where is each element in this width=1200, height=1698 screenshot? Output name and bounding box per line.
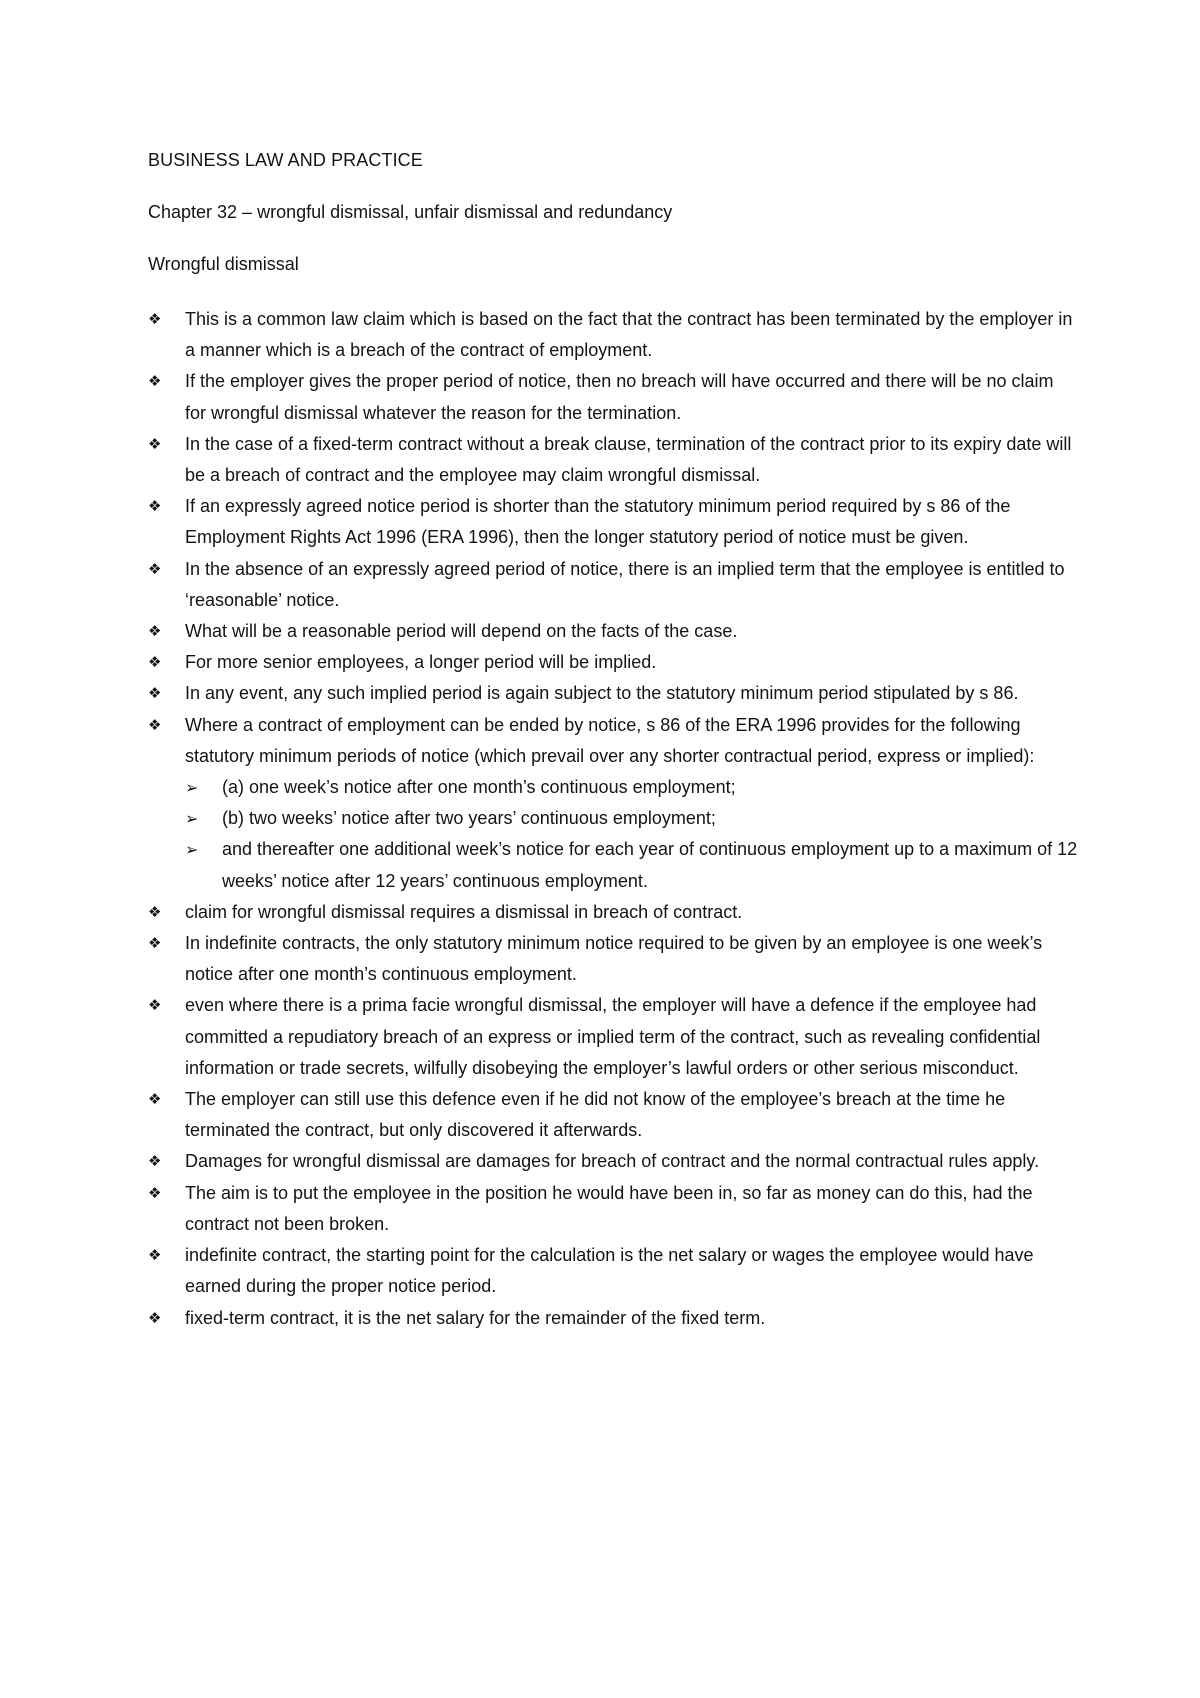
list-item	[148, 710, 1078, 897]
sub-list-item-text: (a) one week’s notice after one month’s continuous employment;	[222, 777, 736, 798]
list-item	[148, 304, 1078, 366]
sub-bullet-list	[185, 772, 1078, 897]
list-item-text: What will be a reasonable period will depend on the facts of the case.	[185, 621, 738, 642]
list-item-text: In the case of a fixed-term contract without a break clause, termination of the contract prior to its expiry date will be a breach of contract and the employee may claim wrongful dismissal.	[185, 433, 1072, 486]
list-item-text: This is a common law claim which is based on the fact that the contract has been terminated by the employer in a manner which is a breach of the contract of employment.	[185, 309, 1073, 361]
four-diamond-bullet-icon: ❖	[148, 1152, 162, 1171]
list-item	[148, 897, 1078, 928]
four-diamond-bullet-icon: ❖	[148, 1246, 162, 1265]
four-diamond-bullet-icon: ❖	[148, 653, 162, 672]
list-item-text: If the employer gives the proper period of notice, then no breach will have occurred and there will be no claim for wrongful dismissal whatever the reason for the termination.	[185, 371, 1054, 423]
list-item	[148, 647, 1078, 678]
sub-list-item-text: and thereafter one additional week’s notice for each year of continuous employment up to a maximum of 12 weeks’ notice after 12 years’ continuous employment.	[222, 839, 1078, 891]
four-diamond-bullet-icon: ❖	[148, 372, 162, 391]
list-item	[148, 678, 1078, 709]
list-item	[148, 616, 1078, 647]
four-diamond-bullet-icon: ❖	[148, 497, 162, 516]
list-item	[148, 1303, 1078, 1334]
four-diamond-bullet-icon: ❖	[148, 1183, 162, 1202]
list-item-text: For more senior employees, a longer period will be implied.	[185, 652, 657, 673]
list-item	[148, 366, 1078, 428]
four-diamond-bullet-icon: ❖	[148, 996, 162, 1015]
list-item-text: The employer can still use this defence even if he did not know of the employee’s breach at the time he terminated the contract, but only discovered it afterwards.	[185, 1089, 1006, 1141]
bullet-list	[148, 304, 1078, 1334]
list-item-text: Where a contract of employment can be ended by notice, s 86 of the ERA 1996 provides for the following statutory minimum periods of notice (which prevail over any shorter contractual period, express or implied):	[185, 714, 1035, 766]
list-item-text: If an expressly agreed notice period is shorter than the statutory minimum period required by s 86 of the Employment Rights Act 1996 (ERA 1996), then the longer statutory period of notice must be given.	[185, 496, 1011, 548]
list-item-text: even where there is a prima facie wrongful dismissal, the employer will have a defence if the employee had committed a repudiatory breach of an express or implied term of the contract, such as revealing confidential information or trade secrets, wilfully disobeying the employer’s lawful orders or other serious misconduct.	[185, 995, 1041, 1078]
sub-list-item	[185, 803, 1078, 834]
four-diamond-bullet-icon: ❖	[148, 934, 162, 953]
list-item	[148, 429, 1078, 491]
list-item	[148, 1146, 1078, 1177]
four-diamond-bullet-icon: ❖	[148, 715, 162, 734]
four-diamond-bullet-icon: ❖	[148, 559, 162, 578]
list-item	[148, 990, 1078, 1084]
list-item-text: The aim is to put the employee in the position he would have been in, so far as money can do this, had the contract not been broken.	[185, 1182, 1033, 1234]
list-item-text: In any event, any such implied period is again subject to the statutory minimum period stipulated by s 86.	[185, 683, 1019, 704]
section-heading: Wrongful dismissal	[148, 254, 299, 274]
list-item	[148, 1084, 1078, 1146]
four-diamond-bullet-icon: ❖	[148, 622, 162, 641]
list-item-text: claim for wrongful dismissal requires a dismissal in breach of contract.	[185, 901, 743, 922]
four-diamond-bullet-icon: ❖	[148, 434, 162, 453]
list-item-text: indefinite contract, the starting point for the calculation is the net salary or wages the employee would have earned during the proper notice period.	[185, 1245, 1034, 1297]
list-item-text: In the absence of an expressly agreed period of notice, there is an implied term that the employee is entitled to ‘reasonable’ notice.	[185, 558, 1065, 610]
sub-list-item-text: (b) two weeks’ notice after two years’ continuous employment;	[222, 808, 716, 829]
list-item-text: Damages for wrongful dismissal are damages for breach of contract and the normal contractual rules apply.	[185, 1151, 1040, 1172]
arrow-bullet-icon: ➢	[185, 809, 199, 829]
list-item	[148, 554, 1078, 616]
list-item	[148, 1240, 1078, 1302]
list-item	[148, 928, 1078, 990]
arrow-bullet-icon: ➢	[185, 778, 199, 798]
four-diamond-bullet-icon: ❖	[148, 1090, 162, 1109]
list-item	[148, 491, 1078, 553]
list-item	[148, 1178, 1078, 1240]
four-diamond-bullet-icon: ❖	[148, 310, 162, 328]
list-item-text: In indefinite contracts, the only statutory minimum notice required to be given by an employee is one week’s notice after one month’s continuous employment.	[185, 933, 1043, 985]
chapter-heading: Chapter 32 – wrongful dismissal, unfair dismissal and redundancy	[148, 202, 673, 222]
list-item-text: fixed-term contract, it is the net salary for the remainder of the fixed term.	[185, 1307, 766, 1328]
sub-list-item	[185, 772, 1078, 803]
document-title: BUSINESS LAW AND PRACTICE	[148, 150, 423, 170]
sub-list-item	[185, 834, 1078, 896]
four-diamond-bullet-icon: ❖	[148, 902, 162, 921]
arrow-bullet-icon: ➢	[185, 840, 199, 860]
four-diamond-bullet-icon: ❖	[148, 1308, 162, 1327]
four-diamond-bullet-icon: ❖	[148, 684, 162, 703]
